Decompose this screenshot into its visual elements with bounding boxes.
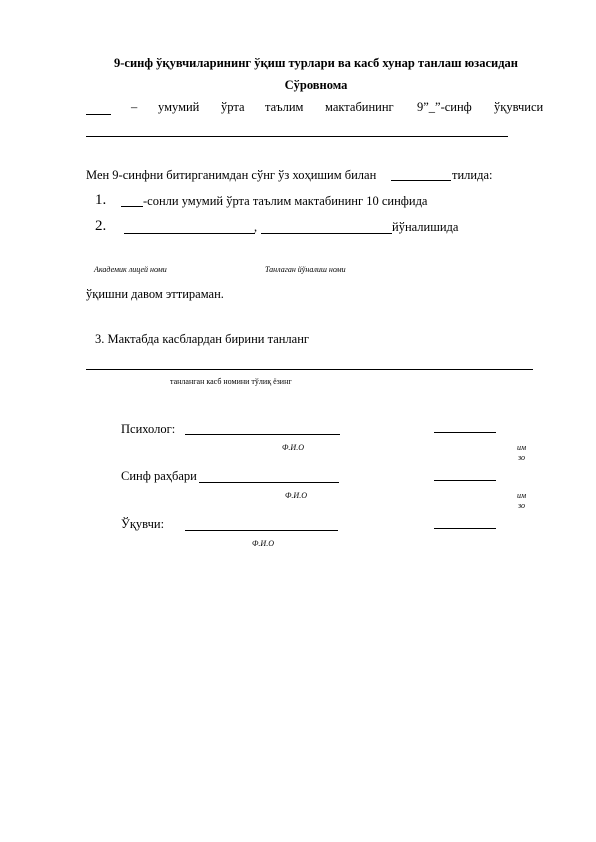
student-name-blank-2[interactable]	[185, 530, 338, 531]
psychologist-sign-hint-b: зо	[518, 453, 526, 462]
option-2-end: йўналишида	[392, 220, 459, 234]
lyceum-name-blank[interactable]	[124, 233, 255, 234]
class-teacher-label: Синф раҳбари	[121, 469, 197, 483]
class-teacher-name-blank[interactable]	[199, 482, 339, 483]
intro-word-2: ўрта	[221, 100, 245, 114]
option-1-number: 1.	[95, 192, 107, 208]
direction-name-blank[interactable]	[261, 233, 392, 234]
intro-word-4: мактабининг	[325, 100, 394, 114]
class-teacher-sign-hint-a: им	[517, 491, 527, 500]
student-fio-hint: Ф.И.О	[252, 539, 274, 548]
psychologist-name-blank[interactable]	[185, 434, 340, 435]
psychologist-sign-hint-a: им	[517, 443, 527, 452]
statement-start: Мен 9-синфни битирганимдан сўнг ўз хоҳишим билан	[86, 168, 377, 182]
class-teacher-signature-blank[interactable]	[434, 480, 496, 481]
intro-dash: –	[131, 100, 138, 114]
intro-word-3: таълим	[265, 100, 304, 114]
school-number-blank-2[interactable]	[121, 206, 143, 207]
psychologist-label: Психолог:	[121, 422, 176, 436]
school-number-blank[interactable]	[86, 114, 111, 115]
language-blank[interactable]	[391, 180, 451, 181]
intro-word-1: умумий	[158, 100, 200, 114]
statement-end: тилида:	[452, 168, 493, 182]
conclusion-text: ўқишни давом эттираман.	[86, 287, 224, 301]
option-1-text: -сонли умумий ўрта таълим мактабининг 10 синфида	[143, 194, 428, 208]
lyceum-hint: Академик лицей номи	[94, 265, 167, 274]
psychologist-fio-hint: Ф.И.О	[282, 443, 304, 452]
student-label: Ўқувчи:	[121, 517, 165, 531]
question-3-text: 3. Мактабда касблардан бирини танланг	[95, 332, 310, 346]
psychologist-signature-blank[interactable]	[434, 432, 496, 433]
option-2-number: 2.	[95, 218, 107, 234]
class-label: 9”_”-синф	[417, 100, 472, 114]
student-signature-blank[interactable]	[434, 528, 496, 529]
profession-blank[interactable]	[86, 369, 533, 370]
document-subtitle: Сўровнома	[284, 78, 348, 92]
student-name-blank[interactable]	[86, 136, 508, 137]
class-teacher-sign-hint-b: зо	[518, 501, 526, 510]
direction-hint: Танлаган йўналиш номи	[265, 265, 346, 274]
profession-hint: танланган касб номини тўлиқ ёзинг	[170, 377, 292, 386]
class-teacher-fio-hint: Ф.И.О	[285, 491, 307, 500]
document-title: 9-синф ўқувчиларининг ўқиш турлари ва касб хунар танлаш юзасидан	[114, 56, 518, 70]
option-2-comma: ,	[254, 220, 258, 234]
intro-word-6: ўқувчиси	[494, 100, 544, 114]
